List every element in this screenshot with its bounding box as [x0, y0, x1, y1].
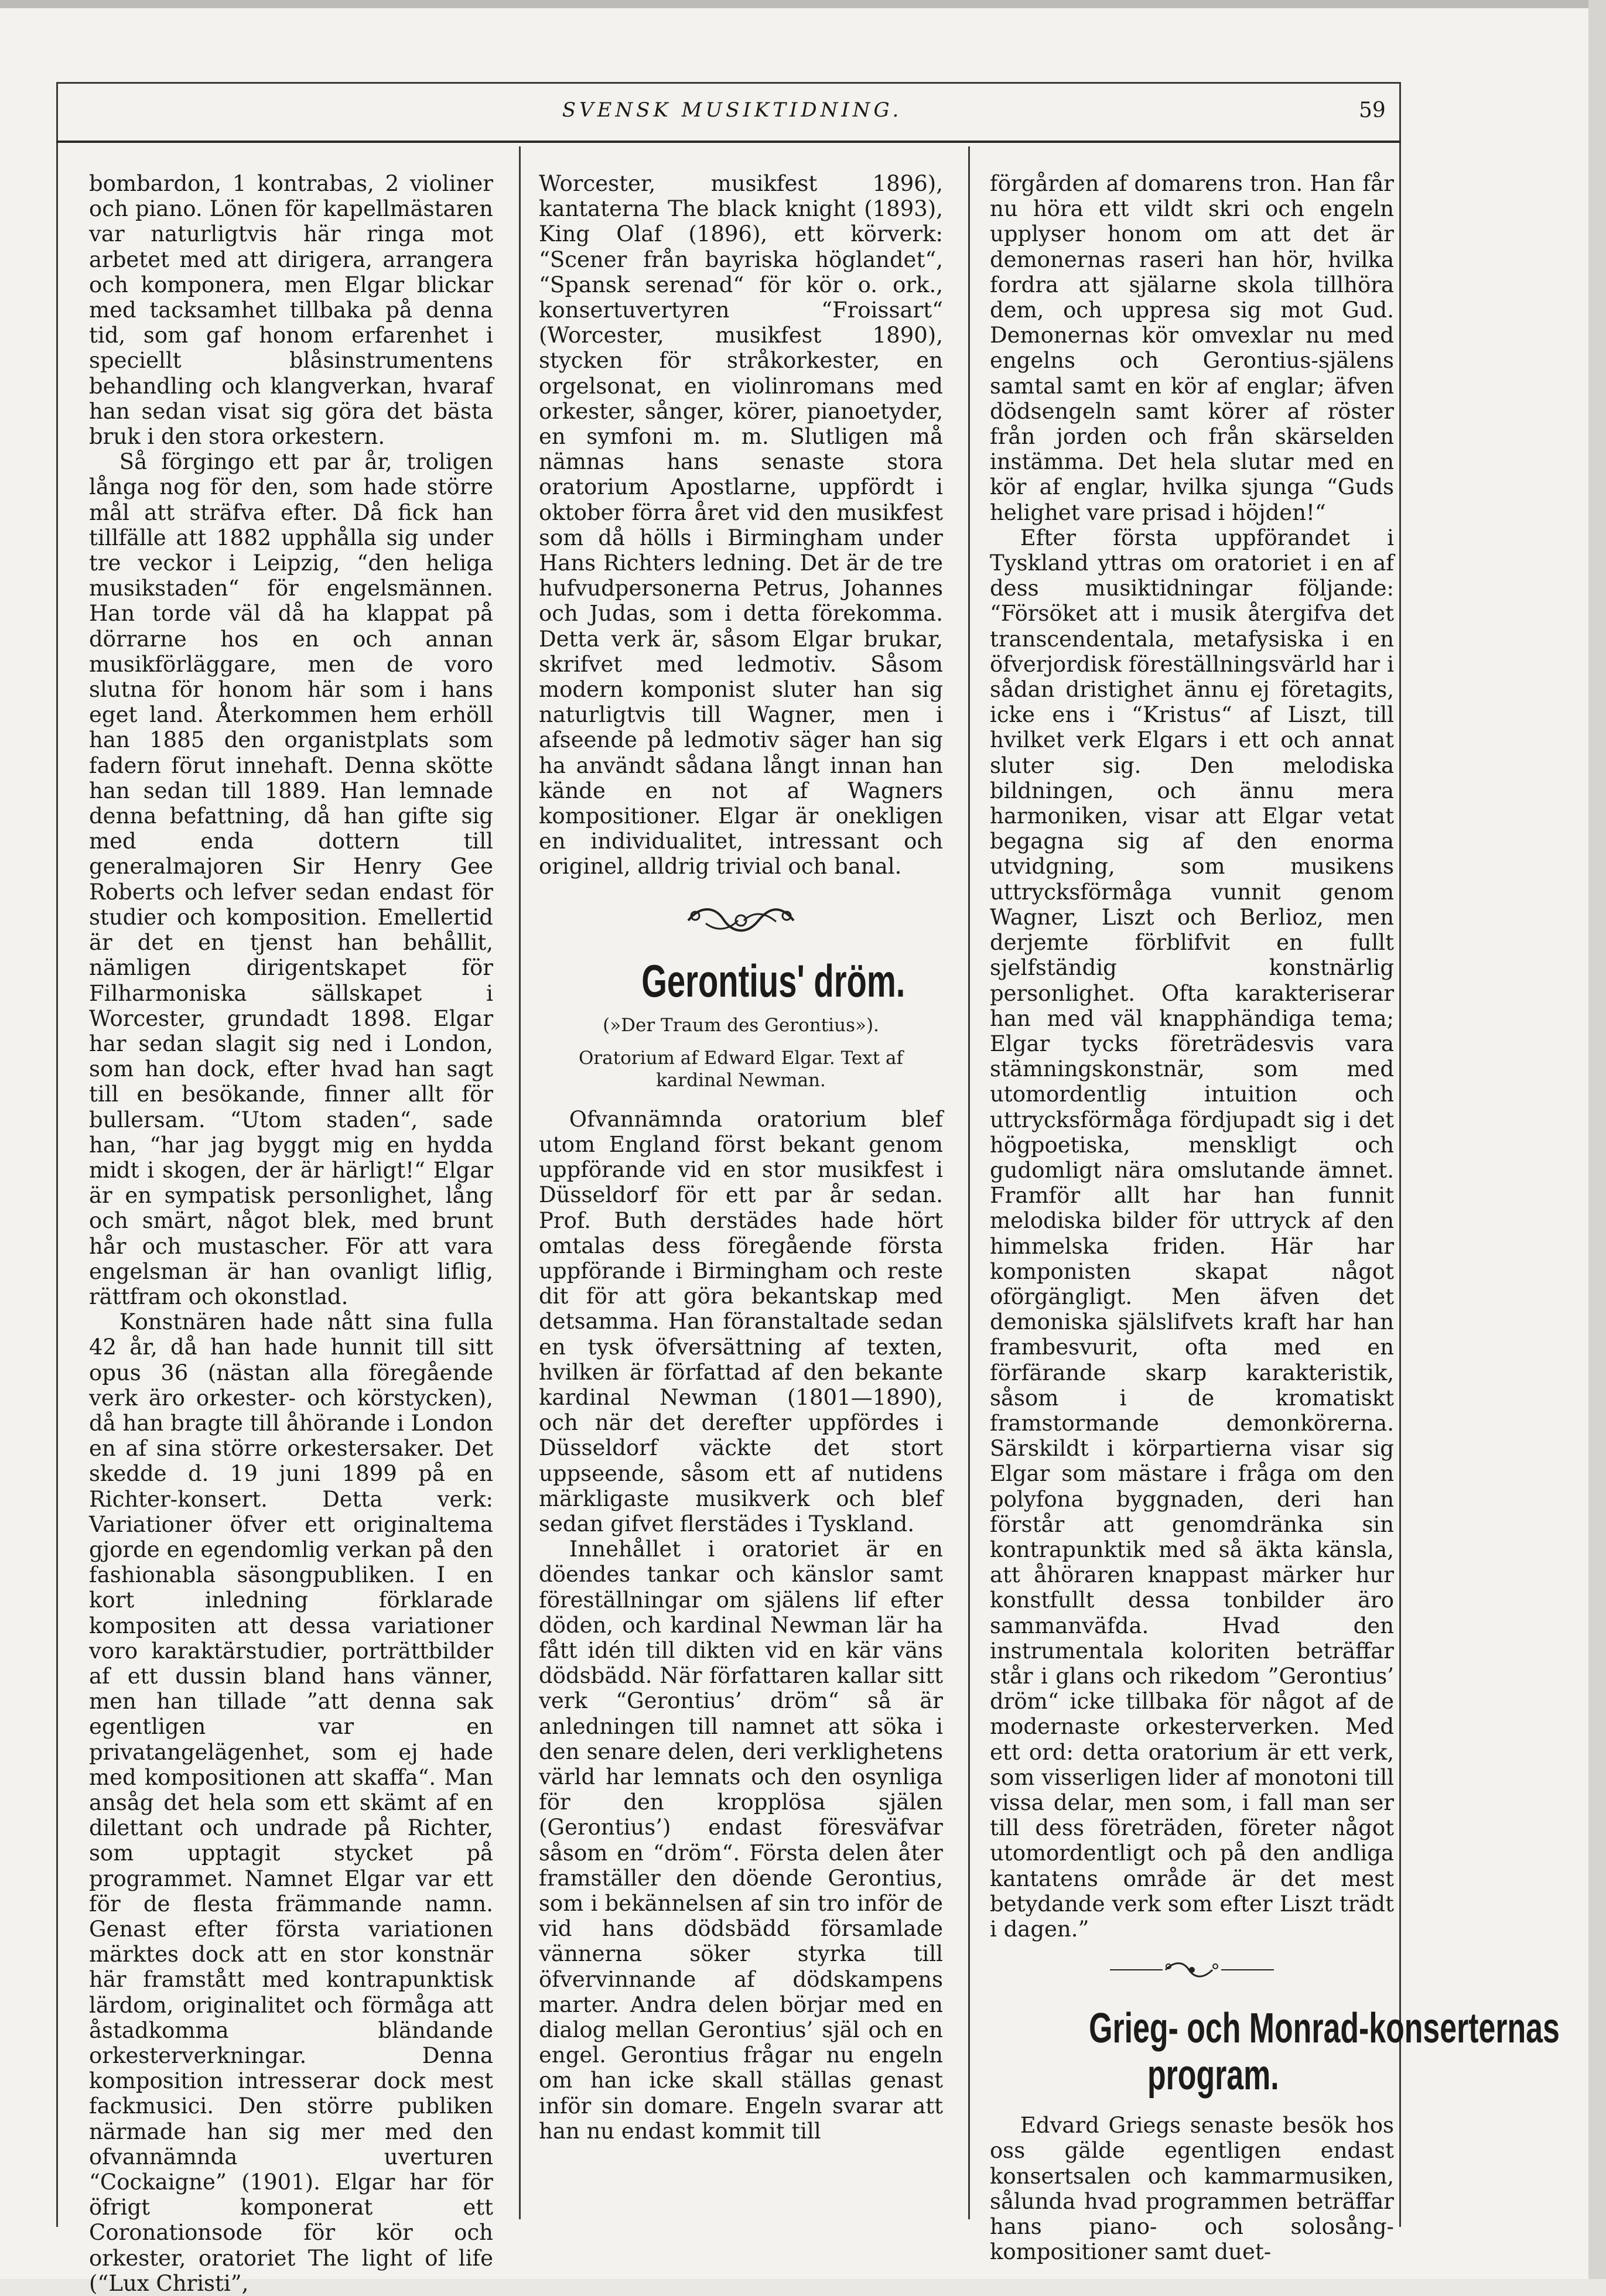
scan-right-edge: [1588, 0, 1606, 2279]
paragraph: Efter första uppförandet i Tyskland yttras om oratoriet i en af dess musiktidningar följande: “Försöket att i musik återgifva det transcendentala, metafysiska i en öfverjordisk föreställningsvärld har i sådan dristighet ännu ej företagits, icke ens i “Kristus“ af Liszt, till hvilket verk Elgars i ett och annat sluter sig. Den melodiska bildningen, och ännu mera harmoniken, visar att Elgar vetat begagna sig af den enorma utvidgning, som musikens uttrycksförmåga vunnit genom Wagner, Liszt och Berlioz, men derjemte förblifvit en fullt sjelfständig konstnärlig personlighet. Ofta karakteriserar han med väl knapphändiga tema; Elgar tycks företrädesvis vara stämningskonstnär, som med utomordentlig intuition och uttrycksförmåga fördjupadt sig i det högpoetiska, menskligt och gudomligt nära omslutande ämnet. Framför allt har han funnit melodiska bilder för uttryck af den himmelska friden. Här har komponisten skapat något oförgängligt. Men äfven det demoniska själslifvets kraft har han frambesvurit, ofta med en förfärande skarp karakteristik, såsom i de kromatiskt framstormande demonkörerna. Särskildt i körpartierna visar sig Elgar som mästare i fråga om den polyfona byggnaden, deri han förstår att genomdränka sin kontrapunktik med så äkta känsla, att åhöraren knappast märker hur konstfullt dessa tonbilder äro sammanväfda. Hvad den instrumentala koloriten beträffar står i glans och rikedom ”Gerontius’ dröm“ icke tillbaka för något af de modernaste orkesterverken. Med ett ord: detta oratorium är ett verk, som visserligen lider af monotoni till vissa delar, men som, i fall man ser till dess företräden, företer något utomordentligt och på den andliga kantatens område är det mest betydande verk som efter Liszt trädt i dagen.”: [990, 525, 1394, 1942]
column-3: [990, 171, 1560, 2265]
article-byline: Oratorium af Edward Elgar. Text af kardinal Newman.: [579, 1047, 903, 1091]
article-title-grieg-line1: Grieg- och Monrad-konserternas: [1089, 2005, 1560, 2052]
column-1: [89, 171, 493, 2296]
column-divider: [968, 146, 970, 2219]
paragraph: Så förgingo ett par år, troligen långa nog för den, som hade större mål att sträfva efter. Då fick han tillfälle att 1882 upphålla sig under tre veckor i Leipzig, “den heliga musikstaden“ för engelsmännen. Han torde väl då ha klappat på dörrarne hos en och annan musikförläggare, men de voro slutna för honom här som i hans eget land. Återkommen hem erhöll han 1885 den organistplats som fadern förut innehaft. Denna skötte han sedan till 1889. Han lemnade denna befattning, då han gifte sig med enda dottern till generalmajoren Sir Henry Gee Roberts och lefver sedan endast för studier och komposition. Emellertid är det en tjenst han behållit, nämligen dirigentskapet för Filharmoniska sällskapet i Worcester, grundadt 1898. Elgar har sedan slagit sig ned i London, som han dock, efter hvad han sagt till en besökande, finner allt för bullersam. “Utom staden“, sade han, “har jag byggt mig en hydda midt i skogen, der är härligt!“ Elgar är en sympatisk personlighet, lång och smärt, något blek, med brunt hår och mustascher. För att vara engelsman är han ovanligt liflig, rättfram och okonstlad.: [89, 449, 493, 1309]
article-title-gerontius: Gerontius' dröm.: [641, 954, 905, 1007]
paragraph: Edvard Griegs senaste besök hos oss gälde egentligen endast konsertsalen och kammarmusiken, sålunda hvad programmen beträffar hans piano- och solosång-kompositioner samt duet-: [990, 2113, 1394, 2265]
paragraph: Konstnären hade nått sina fulla 42 år, då han hade hunnit till sitt opus 36 (nästan alla föregående verk äro orkester- och körstycken), då han bragte till åhörande i London en af sina större orkestersaker. Det skedde d. 19 juni 1899 på en Richter-konsert. Detta verk: Variationer öfver ett originaltema gjorde en egendomlig verkan på den fashionabla säsongpubliken. I en kort inledning förklarade kompositen att dessa variationer voro karaktärstudier, porträttbilder af ett dussin bland hans vänner, men han tillade ”att denna sak egentligen var en privatangelägenhet, som ej hade med kompositionen att skaffa“. Man ansåg det hela som ett skämt af en dilettant och undrade på Richter, som upptagit stycket på programmet. Namnet Elgar var ett för de flesta främmande namn. Genast efter första variationen märktes dock att en stor konstnär här framstått med kontrapunktisk lärdom, originalitet och förmåga att åstadkomma bländande orkesterverkningar. Denna komposition intresserar dock mest fackmusici. Den större publiken närmade han sig mer med den ofvannämnda uverturen “Cockaigne” (1901). Elgar har för öfrigt komponerat ett Coronationsode för kör och orkester, oratoriet The light of life (“Lux Christi”,: [89, 1309, 493, 2296]
running-head: SVENSK MUSIKTIDNING.: [562, 98, 903, 122]
page-number: 59: [1359, 98, 1386, 122]
paragraph: förgården af domarens tron. Han får nu höra ett vildt skri och engeln upplyser honom om att det är demonernas raseri han hör, hvilka fordra att själarne skola tillhöra dem, och uppresa sig mot Gud. Demonernas kör omvexlar nu med engelns och Gerontius-själens samtal samt en kör af englar; äfven dödsengeln samt körer af röster från jorden och från skärselden instämma. Det hela slutar med en kör af englar, hvilka sjunga “Guds helighet vare prisad i höjden!“: [990, 171, 1394, 525]
paragraph: Innehållet i oratoriet är en döendes tankar och känslor samt föreställningar om själens lif efter döden, och kardinal Newman lär ha fått idén till dikten vid en kär väns dödsbädd. När författaren kallar sitt verk “Gerontius’ dröm“ så är anledningen till namnet att söka i den senare delen, deri verklighetens värld har lemnats och den osynliga för den kropplösa själen (Gerontius’) endast föresväfvar såsom en “dröm“. Första delen åter framställer den döende Gerontius, som i bekännelsen af sin tro inför de vid hans dödsbädd församlade vännerna söker styrka till öfvervinnande af dödskampens marter. Andra delen börjar med en dialog mellan Gerontius’ själ och en engel. Gerontius frågar nu engeln om han icke skall ställas genast inför sin domare. Engeln svarar att han nu endast kommit till: [539, 1537, 943, 2144]
paragraph: bombardon, 1 kontrabas, 2 violiner och piano. Lönen för kapellmästaren var naturligtvis här ringa mot arbetet med att dirigera, arrangera och komponera, men Elgar blickar med tacksamhet tillbaka på denna tid, som gaf honom erfarenhet i speciellt blåsinstrumentens behandling och klangverkan, hvaraf han sedan visat sig göra det bästa bruk i den stora orkestern.: [89, 171, 493, 450]
column-2: [539, 171, 943, 2144]
scan-top-edge: [0, 0, 1606, 8]
article-subtitle: (»Der Traum des Gerontius»).: [603, 1014, 879, 1036]
article-title-grieg-line2: program.: [1147, 2052, 1279, 2099]
header-rule: [56, 141, 1401, 143]
paragraph: Worcester, musikfest 1896), kantaterna The black knight (1893), King Olaf (1896), ett körverk: “Scener från bayriska höglandet“, “Spansk serenad“ för kör o. ork., konsertuvertyren “Froissart“ (Worcester, musikfest 1890), stycken för stråkorkester, en orgelsonat, en violinromans med orkester, sånger, körer, pianoetyder, en symfoni m. m. Slutligen må nämnas hans senaste stora oratorium Apostlarne, uppfördt i oktober förra året vid den musikfest som då hölls i Birmingham under Hans Richters ledning. Det är de tre hufvudpersonerna Petrus, Johannes och Judas, som i detta förekomma. Detta verk är, såsom Elgar brukar, skrifvet med ledmotiv. Såsom modern komponist sluter han sig naturligtvis till Wagner, men i afseende på ledmotiv säger han sig ha användt sådana långt innan han kände en not af Wagners kompositioner. Elgar är onekligen en individualitet, intressant och originel, alldrig trivial och banal.: [539, 171, 943, 880]
column-divider: [519, 146, 521, 2219]
ornament-flourish-icon: [682, 903, 799, 938]
section-divider-icon: [1110, 1958, 1274, 1982]
paragraph: Ofvannämnda oratorium blef utom England först bekant genom uppförande vid en stor musikfest i Düsseldorf för ett par år sedan. Prof. Buth derstädes hade hört omtalas dess föregående första uppförande i Birmingham och reste dit för att göra bekantskap med detsamma. Han föranstaltade sedan en tysk öfversättning af texten, hvilken är författad af den bekante kardinal Newman (1801—1890), och när det derefter uppfördes i Düsseldorf väckte det stort uppseende, såsom ett af nutidens märkligaste musikverk och blef sedan gifvet flerstädes i Tyskland.: [539, 1106, 943, 1537]
